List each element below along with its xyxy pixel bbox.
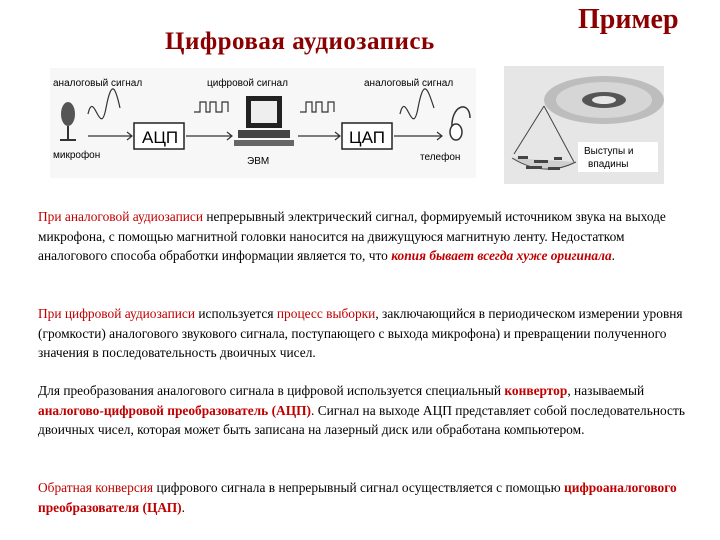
- p2-text1: используется: [195, 306, 277, 321]
- paragraph-analog-recording: [38, 207, 693, 266]
- p4-end: .: [181, 499, 185, 515]
- paragraph-adc: [38, 381, 693, 440]
- term-analog-recording: При аналоговой аудиозаписи: [38, 209, 204, 224]
- term-sampling-process: процесс выборки: [276, 306, 376, 321]
- p2-text2: , заключающийся в периодическом измерении уровня (громкости) аналогового звукового сигнала, поступающего с выхода микрофона) и превращении полученного значения в последовательность двоичных чисел.: [38, 306, 683, 361]
- p1-end: .: [611, 248, 616, 264]
- label-analog-signal-right: аналоговый сигнал: [364, 78, 454, 89]
- label-digital-signal: цифровой сигнал: [207, 78, 288, 89]
- term-copy-worse: копия бывает всегда хуже оригинала: [391, 248, 612, 264]
- p3-text1: Для преобразования аналогового сигнала в цифровой используется специальный: [38, 383, 505, 398]
- disk-caption-line1: Выступы и: [584, 146, 634, 157]
- label-analog-signal-left: аналоговый сигнал: [53, 78, 143, 89]
- paragraph-digital-recording: [38, 304, 693, 363]
- disc-icon: [544, 76, 664, 124]
- term-digital-recording: При цифровой аудиозаписи: [38, 306, 196, 321]
- label-microphone: микрофон: [53, 150, 101, 161]
- dac-label: ЦАП: [349, 128, 385, 147]
- p1-text: непрерывный электрический сигнал, формируемый источником звука на выходе микрофона, с помощью магнитной головки наносится на движущуюся магнитную ленту. Недостатком аналогового способа обработки информации является то, что: [38, 209, 666, 264]
- disk-caption-line2: впадины: [588, 159, 629, 170]
- page-title: Цифровая аудиозапись: [165, 28, 435, 55]
- p3-text3: . Сигнал на выходе АЦП представляет собой последовательность двоичных чисел, которая может быть записана на лазерный диск или обработана компьютером.: [38, 402, 685, 438]
- term-dac: цифроаналогового преобразователя (ЦАП): [38, 480, 677, 515]
- cd-illustration: [504, 66, 664, 184]
- term-reverse-conversion: Обратная конверсия: [38, 480, 154, 495]
- p3-text2: , называемый: [567, 383, 645, 398]
- adc-label: АЦП: [142, 128, 179, 147]
- term-converter: конвертор: [504, 383, 568, 398]
- p4-text1: цифрового сигнала в непрерывный сигнал осуществляется с помощью: [153, 480, 565, 495]
- term-adc: аналогово-цифровой преобразователь (АЦП): [38, 402, 312, 418]
- label-computer: ЭВМ: [247, 156, 270, 167]
- paragraph-dac: [38, 478, 693, 517]
- example-heading: Пример: [578, 4, 679, 35]
- label-phone: телефон: [420, 152, 461, 163]
- audio-chain-diagram: [50, 68, 476, 178]
